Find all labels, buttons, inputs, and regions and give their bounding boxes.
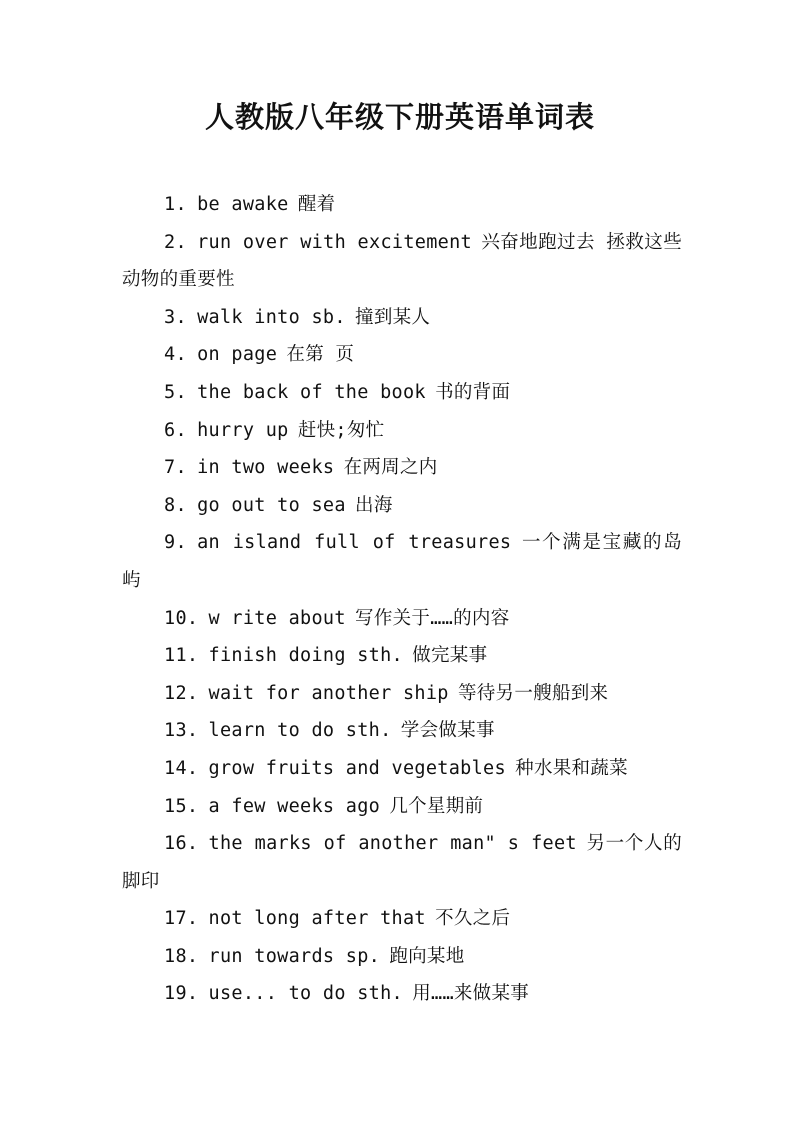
item-chinese: 醒着	[297, 194, 336, 215]
item-chinese: 在第 页	[286, 344, 355, 366]
item-chinese: 撞到某人	[355, 306, 431, 328]
item-number: 1.	[164, 194, 187, 215]
item-number: 9.	[164, 532, 187, 554]
item-chinese: 等待另一艘船到来	[457, 682, 609, 704]
vocabulary-item	[122, 186, 682, 224]
item-chinese: 不久之后	[435, 908, 511, 930]
item-english: learn to do sth.	[208, 720, 392, 742]
item-english: hurry up	[197, 419, 289, 441]
item-english: run towards sp.	[208, 945, 381, 967]
item-english: the marks of another man" s feet	[208, 833, 577, 855]
item-number: 12.	[164, 682, 199, 704]
item-english: an island full of treasures	[197, 532, 512, 554]
item-number: 17.	[164, 908, 199, 930]
item-english: w rite about	[208, 607, 346, 629]
item-english: go out to sea	[197, 494, 346, 516]
vocabulary-item	[122, 975, 682, 1013]
item-number: 19.	[164, 983, 199, 1005]
item-number: 15.	[164, 795, 199, 817]
item-chinese: 出海	[355, 494, 393, 516]
item-chinese: 书的背面	[435, 381, 511, 403]
vocabulary-item	[122, 825, 682, 900]
item-english: not long after that	[208, 908, 426, 930]
vocabulary-item	[122, 600, 682, 638]
item-english: finish doing sth.	[208, 645, 403, 667]
item-number: 16.	[164, 833, 199, 855]
vocabulary-item	[122, 336, 682, 374]
item-chinese: 写作关于……的内容	[355, 607, 510, 629]
vocabulary-item	[122, 900, 682, 938]
item-chinese: 赶快;匆忙	[297, 419, 385, 441]
vocabulary-item	[122, 487, 682, 525]
vocabulary-item	[122, 788, 682, 826]
item-number: 2.	[164, 231, 187, 253]
item-number: 18.	[164, 945, 199, 967]
vocabulary-item	[122, 374, 682, 412]
item-english: wait for another ship	[208, 682, 449, 704]
item-chinese: 兴奋地跑过去 拯救这些动物的重要性	[122, 231, 682, 291]
document-title: 人教版八年级下册英语单词表	[204, 100, 595, 134]
vocabulary-item	[122, 299, 682, 337]
vocabulary-item	[122, 637, 682, 675]
item-chinese: 用……来做某事	[412, 983, 530, 1005]
item-english: walk into sb.	[197, 306, 346, 328]
item-english: grow fruits and vegetables	[208, 757, 506, 779]
vocabulary-item	[122, 449, 682, 487]
item-chinese: 几个星期前	[389, 795, 484, 817]
item-english: be awake	[197, 194, 289, 215]
item-number: 10.	[164, 607, 199, 629]
item-number: 13.	[164, 720, 199, 742]
item-english: a few weeks ago	[208, 795, 381, 817]
item-number: 11.	[164, 645, 199, 667]
item-number: 14.	[164, 757, 199, 779]
item-chinese: 另一个人的脚印	[122, 833, 682, 892]
vocabulary-item	[122, 675, 682, 713]
vocabulary-item	[122, 712, 682, 750]
item-chinese: 一个满是宝藏的岛屿	[122, 532, 682, 591]
item-english: run over with excitement	[197, 231, 472, 253]
vocabulary-item	[122, 412, 682, 450]
vocabulary-item	[122, 524, 682, 599]
item-chinese: 跑向某地	[389, 945, 465, 967]
item-chinese: 学会做某事	[400, 720, 495, 742]
item-number: 7.	[164, 457, 187, 479]
item-english: on page	[197, 344, 278, 366]
vocabulary-item	[122, 224, 682, 299]
item-number: 4.	[164, 344, 187, 366]
item-number: 6.	[164, 419, 187, 441]
vocabulary-item	[122, 750, 682, 788]
vocabulary-item	[122, 938, 682, 976]
vocabulary-list	[122, 186, 682, 1013]
item-number: 5.	[164, 381, 187, 403]
item-english: the back of the book	[197, 381, 426, 403]
item-chinese: 做完某事	[412, 645, 488, 667]
item-english: use... to do sth.	[208, 983, 403, 1005]
item-chinese: 在两周之内	[343, 457, 438, 479]
item-number: 3.	[164, 306, 187, 328]
item-english: in two weeks	[197, 457, 335, 479]
item-number: 8.	[164, 494, 187, 516]
item-chinese: 种水果和蔬菜	[515, 757, 628, 779]
